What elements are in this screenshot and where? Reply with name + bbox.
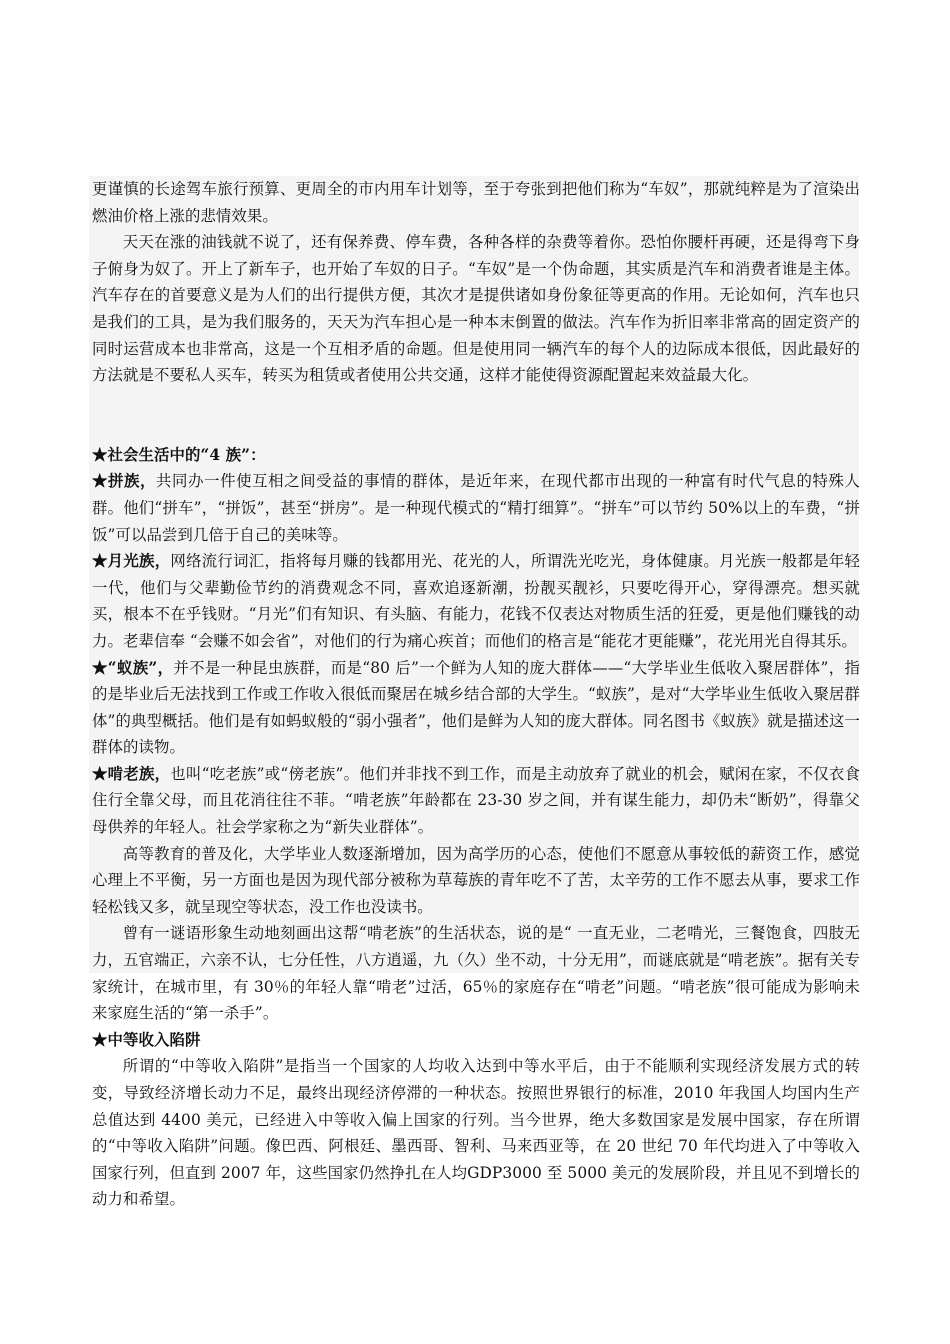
document-body	[92, 176, 860, 1213]
paragraph-car-slave-intro: 更谨慎的长途驾车旅行预算、更周全的市内用车计划等，至于夸张到把他们称为“车奴”，那就纯粹是为了渲染出燃油价格上涨的悲情效果。	[92, 180, 860, 225]
paragraph-pin-group	[92, 468, 860, 548]
term-moonlight-group: ★月光族，	[92, 552, 171, 571]
text-moonlight-group: 网络流行词汇，指将每月赚的钱都用光、花光的人，所谓洗光吃光，身体健康。月光族一般都是年轻一代，他们与父辈勤俭节约的消费观念不同，喜欢追逐新潮，扮靓买靓衫，只要吃得开心，穿得漂亮。想买就买，根本不在乎钱财。“月光”们有知识、有头脑、有能力，花钱不仅表达对物质生活的狂爱，更是他们赚钱的动力。老辈信奉 “会赚不如会省”，对他们的行为痛心疾首；而他们的格言是“能花才更能赚”，花光用光自得其乐。	[92, 552, 860, 650]
term-ant-tribe: ★“蚁族”，	[92, 658, 174, 677]
text-pin-group: 共同办一件使互相之间受益的事情的群体，是近年来，在现代都市出现的一种富有时代气息的特殊人群。他们“拼车”，“拼饭”，甚至“拼房”。是一种现代模式的“精打细算”。“拼车”可以节约 50%以上的车费，“拼饭”可以品尝到几倍于自己的美味等。	[92, 472, 860, 544]
section-heading-four-groups: ★社会生活中的“4 族”：	[92, 445, 266, 464]
paragraph-moonlight-group	[92, 548, 860, 654]
paragraph-middle-income-trap: 所谓的“中等收入陷阱”是指当一个国家的人均收入达到中等水平后，由于不能顺利实现经济发展方式的转变，导致经济增长动力不足，最终出现经济停滞的一种状态。按照世界银行的标准，2010 年我国人均国内生产总值达到 4400 美元，已经进入中等收入偏上国家的行列。当今世界，绝大多数国家是发展中国家，存在所谓的“中等收入陷阱”问题。像巴西、阿根廷、墨西哥、智利、马来西亚等，在 20 世纪 70 年代均进入了中等收入国家行列，但直到 2007 年，这些国家仍然挣扎在人均GDP3000 至 5000 美元的发展阶段，并且见不到增长的动力和希望。	[92, 1057, 860, 1209]
paragraph-ant-tribe	[92, 655, 860, 761]
paragraph-spacer	[92, 389, 860, 442]
term-neet-group: ★啃老族，	[92, 764, 171, 783]
term-pin-group: ★拼族，	[92, 472, 157, 491]
paragraph-neet-causes: 高等教育的普及化，大学毕业人数逐渐增加，因为高学历的心态，使他们不愿意从事较低的薪资工作，感觉心理上不平衡，另一方面也是因为现代部分被称为草莓族的青年吃不了苦，太辛劳的工作不愿去从事，要求工作轻松钱又多，就呈现空等状态，没工作也没读书。	[92, 844, 860, 916]
text-ant-tribe: 并不是一种昆虫族群，而是“80 后”一个鲜为人知的庞大群体——“大学毕业生低收入聚居群体”，指的是毕业后无法找到工作或工作收入很低而聚居在城乡结合部的大学生。“蚁族”，是对“大学毕业生低收入聚居群体”的典型概括。他们是有如蚂蚁般的“弱小强者”，他们是鲜为人知的庞大群体。同名图书《蚁族》就是描述这一群体的读物。	[92, 658, 860, 757]
paragraph-car-slave: 天天在涨的油钱就不说了，还有保养费、停车费，各种各样的杂费等着你。恐怕你腰杆再硬，还是得弯下身子俯身为奴了。开上了新车子，也开始了车奴的日子。“车奴”是一个伪命题，其实质是汽车和消费者谁是主体。汽车存在的首要意义是为人们的出行提供方便，其次才是提供诸如身份象征等更高的作用。无论如何，汽车也只是我们的工具，是为我们服务的，天天为汽车担心是一种本末倒置的做法。汽车作为折旧率非常高的固定资产的同时运营成本也非常高，这是一个互相矛盾的命题。但是使用同一辆汽车的每个人的边际成本很低，因此最好的方法就是不要私人买车，转买为租赁或者使用公共交通，这样才能使得资源配置起来效益最大化。	[92, 233, 860, 385]
text-neet-group: 也叫“吃老族”或“傍老族”。他们并非找不到工作，而是主动放弃了就业的机会，赋闲在家，不仅衣食住行全靠父母，而且花消往往不菲。“啃老族”年龄都在 23-30 岁之间，并有谋生能力，却仍未“断奶”，得靠父母供养的年轻人。社会学家称之为“新失业群体”。	[92, 764, 860, 837]
section-heading-middle-income-trap: ★中等收入陷阱	[92, 1030, 201, 1049]
paragraph-neet-group	[92, 761, 860, 841]
paragraph-neet-riddle: 曾有一谜语形象生动地刻画出这帮“啃老族”的生活状态，说的是“ 一直无业，二老啃光，三餐饱食，四肢无力，五官端正，六亲不认，七分任性，八方逍遥，九（久）坐不动，十分无用”，而谜底就是“啃老族”。据有关专家统计，在城市里，有 30％的年轻人靠“啃老”过活，65％的家庭存在“啃老”问题。“啃老族”很可能成为影响未来家庭生活的“第一杀手”。	[92, 924, 860, 1023]
